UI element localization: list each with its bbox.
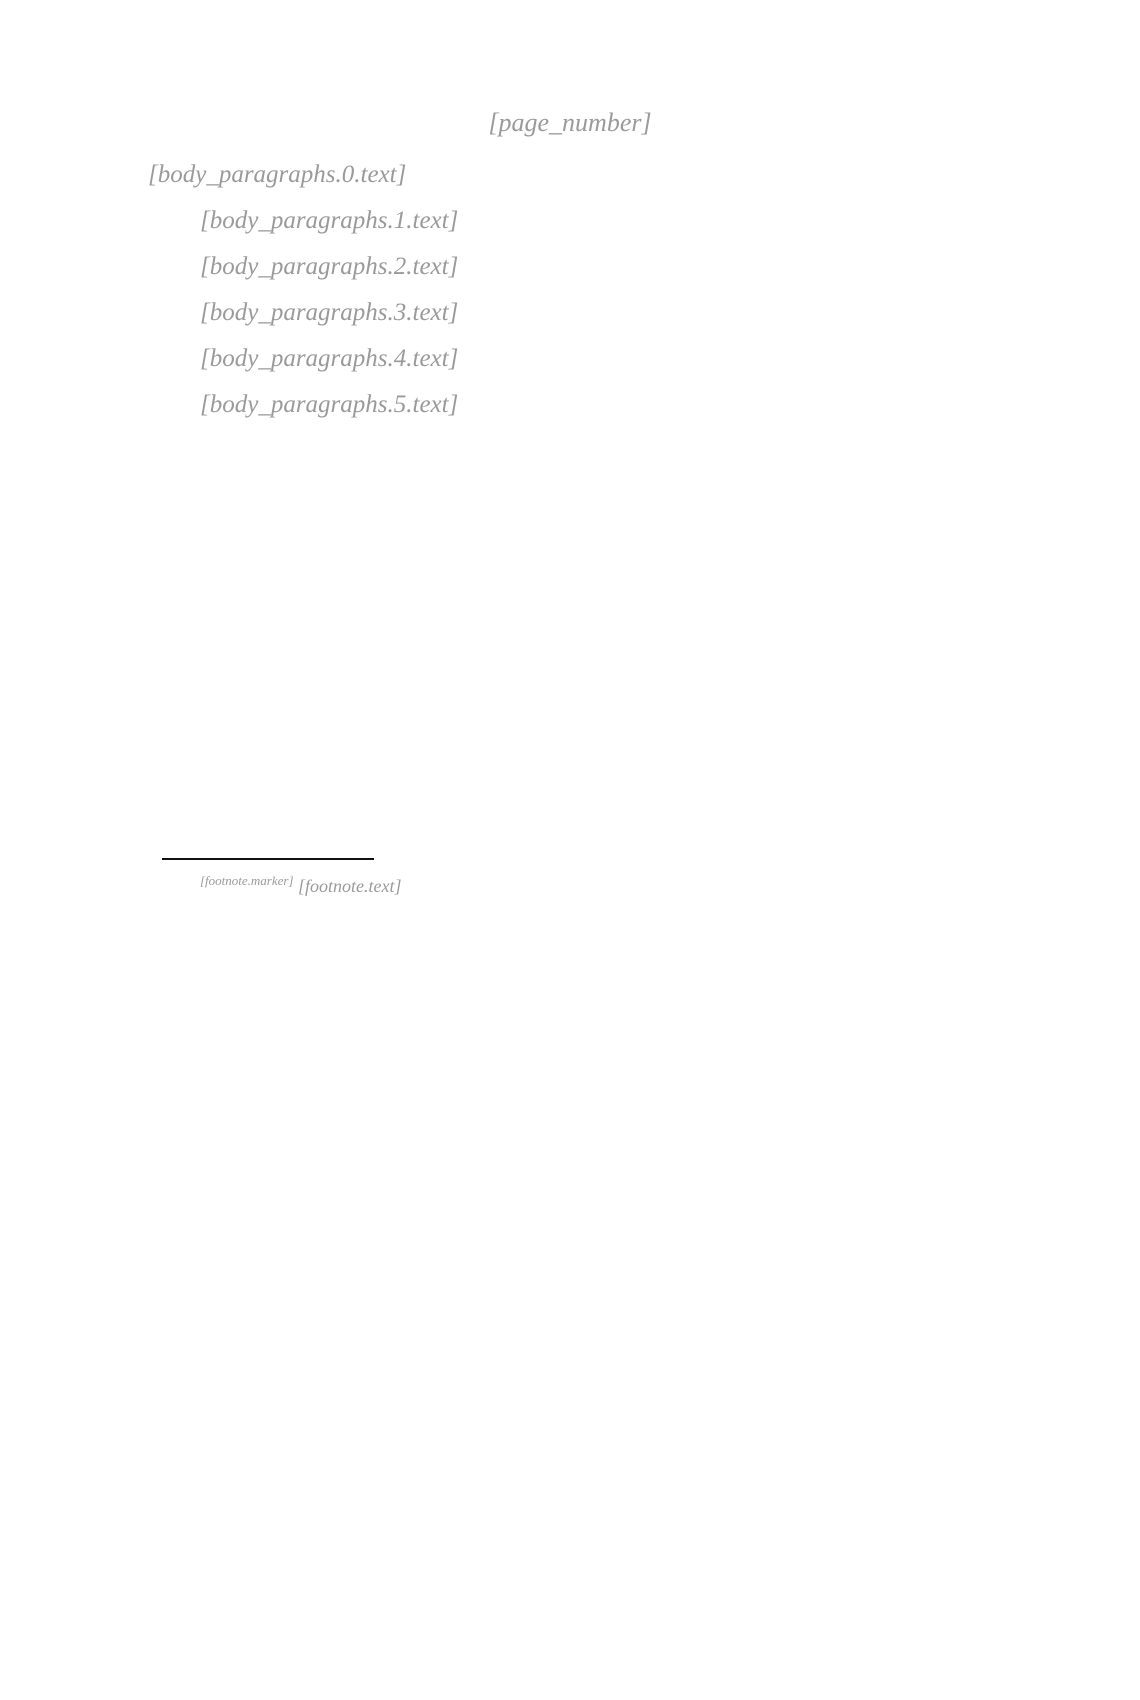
body-paragraph: [body_paragraphs.5.text] (200, 391, 459, 418)
body-paragraph: [body_paragraphs.2.text] (200, 253, 459, 280)
footnote-separator (162, 858, 374, 860)
body-paragraph: [body_paragraphs.4.text] (200, 345, 459, 372)
main-text (148, 158, 942, 434)
body-paragraph: [body_paragraphs.1.text] (200, 207, 459, 234)
body-paragraph: [body_paragraphs.3.text] (200, 299, 459, 326)
footnote (148, 868, 942, 899)
footnote-text: [footnote.text] (298, 876, 402, 896)
page-number: [page_number] (488, 108, 652, 137)
body-paragraph: [body_paragraphs.0.text] (148, 161, 407, 188)
footnote-marker: [footnote.marker] (200, 873, 294, 888)
